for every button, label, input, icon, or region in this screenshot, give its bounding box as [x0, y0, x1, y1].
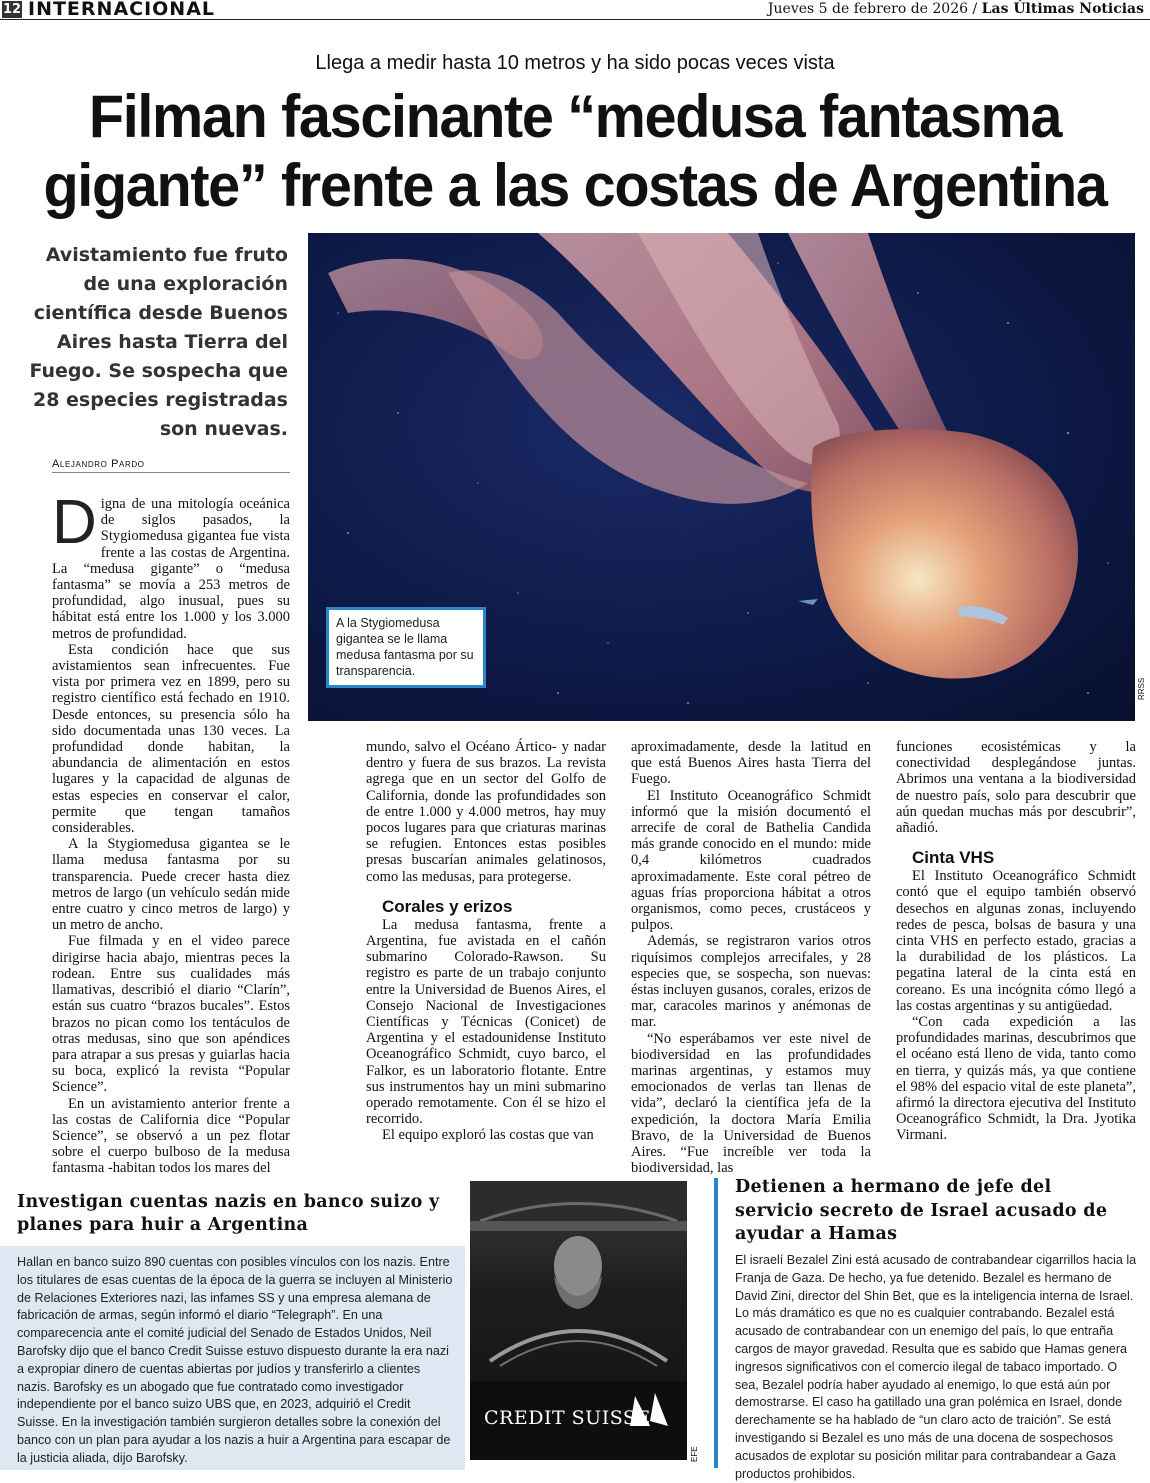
paragraph: El Instituto Oceanográfico Schmidt contó que el equipo también observó desechos en algunas zonas, incluyendo redes de pesca, bolsas de basura y una cinta VHS en perfecto estado, gracias a la durabilidad de los plásticos. La pegatina lateral de la cinta está en coreano. Es una incógnita cómo llegó a las costas argentinas y su antigüedad. — [896, 868, 1136, 1014]
subheading: Cinta VHS — [912, 848, 995, 868]
photo-caption: A la Stygiomedusa gigantea se le llama medusa fantasma por su transparencia. — [326, 607, 486, 688]
paragraph: En un avistamiento anterior frente a las costas de California dice “Popular Science”, se observó a un pez flotar sobre el cuerpo bulboso de la medusa fantasma -habitan todos los mares del — [52, 1095, 290, 1177]
paragraph: “No esperábamos ver este nivel de biodiversidad en las profundidades marinas argentinas, y estamos muy emocionados de verlas tan llenas de vida”, declaró la científica jefa de la expedición, la doctora María Emilia Bravo, de la Universidad de Buenos Aires. “Fue increíble ver toda la biodiversidad, las — [631, 1030, 871, 1177]
headline: Filman fascinante “medusa fantasma gigante” frente a las costas de Argentina — [43, 83, 1107, 219]
deck: Avistamiento fue fruto de una exploración científica desde Buenos Aires hasta Tierra del Fuego. Se sospecha que 28 especies registradas son nuevas. — [29, 244, 288, 440]
article-column-4 — [896, 739, 1136, 1144]
paragraph: Esta condición hace que sus avistamientos sean infrecuentes. Fue vista por primera vez en 1899, pero su registro científico está fechado en 1910. Desde entonces, su presencia sólo ha sido documentada unas 130 veces. La profundidad donde habitan, la abundancia de alimentación en estos lugares y la capacidad de algunas de estas especies en conservar el calor, permite que tengan tamaños considerables. — [52, 641, 290, 837]
paragraph: A la Stygiomedusa gigantea se le llama medusa fantasma por su transparencia. Puede crecer hasta diez metros de largo (un vehículo sedán mide entre cuatro y cinco metros de largo) y un metro de ancho. — [52, 836, 290, 934]
article-column-1 — [52, 488, 290, 1177]
byline-name: Alejandro Pardo — [52, 458, 145, 470]
dateline — [768, 1, 1144, 17]
paragraph: El Instituto Oceanográfico Schmidt informó que la misión documentó el arrecife de coral de Bathelia Candida más grande conocido en el mundo: mide 0,4 kilómetros cuadrados aproximadamente. Este coral pétreo de aguas frías proporciona hábitat a otros organismos, como peces, crustáceos y pulpos. — [631, 787, 871, 934]
paragraph: funciones ecosistémicas y la conectividad desplegándose juntas. Abrimos una ventana a la biodiversidad de nuestro país, solo para descubrir que aún quedan muchas más por descubrir”, añadió. — [896, 739, 1136, 837]
paragraph: El equipo exploró las costas que van — [382, 1127, 594, 1144]
bank-photo — [470, 1181, 687, 1460]
paragraph-text: igna de una mitología oceánica de siglos pasados, la Stygiomedusa gigantea fue vista frente a las costas de Argentina. La “medusa gigante” o “medusa fantasma” se movía a 253 metros de profundidad, algo inusual, pues su hábitat está entre los 1.000 y los 3.000 metros de profundidad. — [52, 496, 290, 642]
page-header — [0, 0, 1150, 20]
brief-left-body: Hallan en banco suizo 890 cuentas con posibles vínculos con los nazis. Entre los titulares de esas cuentas de la época de la guerra se incluyen al Ministerio de Relaciones Exteriores nazi, las infames SS y una empresa alemana de fabricación de armas, según informó el diario “Telegraph”. En una comparecencia ante el comité judicial del Senado de Estados Unidos, Neil Barofsky dijo que el banco Credit Suisse estuvo dispuesto durante la era nazi a expropiar dinero de cuentas abiertas por judíos y transferirlo a clientes nazis. Barofsky es un abogado que fue contratado como investigador independiente por el banco suizo UBS que, en 2023, adquirió el Credit Suisse. En la investigación también surgieron detalles sobre la conexión del banco con un plan para ayudar a los nazis a huir a Argentina para escapar de la justicia aliada, dijo Barofsky. — [0, 1246, 465, 1470]
accent-bar — [714, 1178, 718, 1468]
brief-left-title: Investigan cuentas nazis en banco suizo y planes para huir a Argentina — [17, 1192, 440, 1235]
paragraph: mundo, salvo el Océano Ártico- y nadar dentro y fuera de sus brazos. La revista agrega que en un sector del Golfo de California, donde las profundidades son de entre 1.000 y 4.000 metros, hay muy pocos lugares para que criaturas marinas se refugien. Entonces estas posibles presas buscarían animales gelatinosos, como las medusas, para protegerse. — [366, 739, 606, 885]
byline — [52, 458, 290, 473]
paragraph: aproximadamente, desde la latitud en que está Buenos Aires hasta Tierra del Fuego. — [631, 739, 871, 788]
section-title: INTERNACIONAL — [28, 0, 216, 20]
dateline-separator: / — [968, 1, 982, 17]
article-column-2 — [366, 739, 606, 1144]
article-column-3 — [631, 739, 871, 1176]
brief-right-title: Detienen a hermano de jefe del servicio secreto de Israel acusado de ayudar a Hamas — [735, 1177, 1108, 1244]
paragraph: Además, se registraron varios otros riquísimos complejos arrecifales, y 28 especies que, se sospecha, son nuevas: éstas incluyen gusanos, corales, erizos de mar, caracoles marinos y anémonas de mar. — [631, 933, 871, 1031]
paragraph: Fue filmada y en el video parece dirigirse hacia abajo, mientras peces la rodean. Entre sus cualidades más llamativas, describió el diario “Clarín”, están sus cuatro “brazos bucales”. Estos brazos no pican como los tentáculos de otras medusas, sino que son apéndices para atrapar a sus presas y guiarlas hacia su boca, explicó la revista “Popular Science”. — [52, 933, 290, 1096]
kicker: Llega a medir hasta 10 metros y ha sido pocas veces vista — [315, 52, 835, 74]
issue-date: Jueves 5 de febrero de 2026 — [767, 1, 969, 17]
page-number: 12 — [2, 2, 22, 17]
newspaper-name: Las Últimas Noticias — [981, 1, 1144, 17]
photo-credit: RRSS — [1137, 677, 1146, 700]
paragraph: La medusa fantasma, frente a Argentina, fue avistada en el cañón submarino Colorado-Rawson. Su registro es parte de un trabajo conjunto entre la Universidad de Buenos Aires, el Consejo Nacional de Investigaciones Científicas y Técnicas (Conicet) de Argentina y el estadounidense Instituto Oceanográfico Schmidt, cuyo barco, el Falkor, es un laboratorio flotante. Entre sus instrumentos hay un mini submarino operado remotamente. Con él se hizo el recorrido. — [366, 916, 606, 1128]
subheading: Corales y erizos — [382, 896, 513, 916]
photo-credit-efe: EFE — [690, 1446, 699, 1462]
paragraph — [52, 488, 290, 642]
brief-right-body: El israelí Bezalel Zini está acusado de contrabandear cigarrillos hacia la Franja de Gaza. De hecho, ya fue detenido. Bezalel es hermano de David Zini, director del Shin Bet, que es la inteligencia interna de Israel. Lo más dramático es que no es cualquier contrabando. Bezalel está acusado de contrabandear con un enemigo del país, lo que entraña cargos de mayor gravedad. Resulta que es sabido que Hamas genera ingresos significativos con el comercio ilegal de tabaco importado. O sea, Bezalel podría haber ayudado al enemigo, lo que está aún por demostrarse. El caso ha gatillado una gran polémica en Israel, donde derechamente se ha hablado de “un claro acto de traición”. Se está investigando si Bezalel es uno más de una docena de sospechosos acusados de explotar su posición militar para contrabandear a Gaza productos prohibidos. — [735, 1253, 1137, 1481]
credit-suisse-logo: CREDIT SUISSE — [484, 1407, 651, 1429]
drop-cap: D — [52, 488, 97, 557]
paragraph: “Con cada expedición a las profundidades marinas, descubrimos que el océano está lleno de vida, tanto como en tierra, y quizás más, ya que contiene el 98% del espacio vital de este planeta”, afirmó la directora ejecutiva del Instituto Oceanográfico Schmidt, la Dra. Jyotika Virmani. — [896, 1014, 1136, 1144]
